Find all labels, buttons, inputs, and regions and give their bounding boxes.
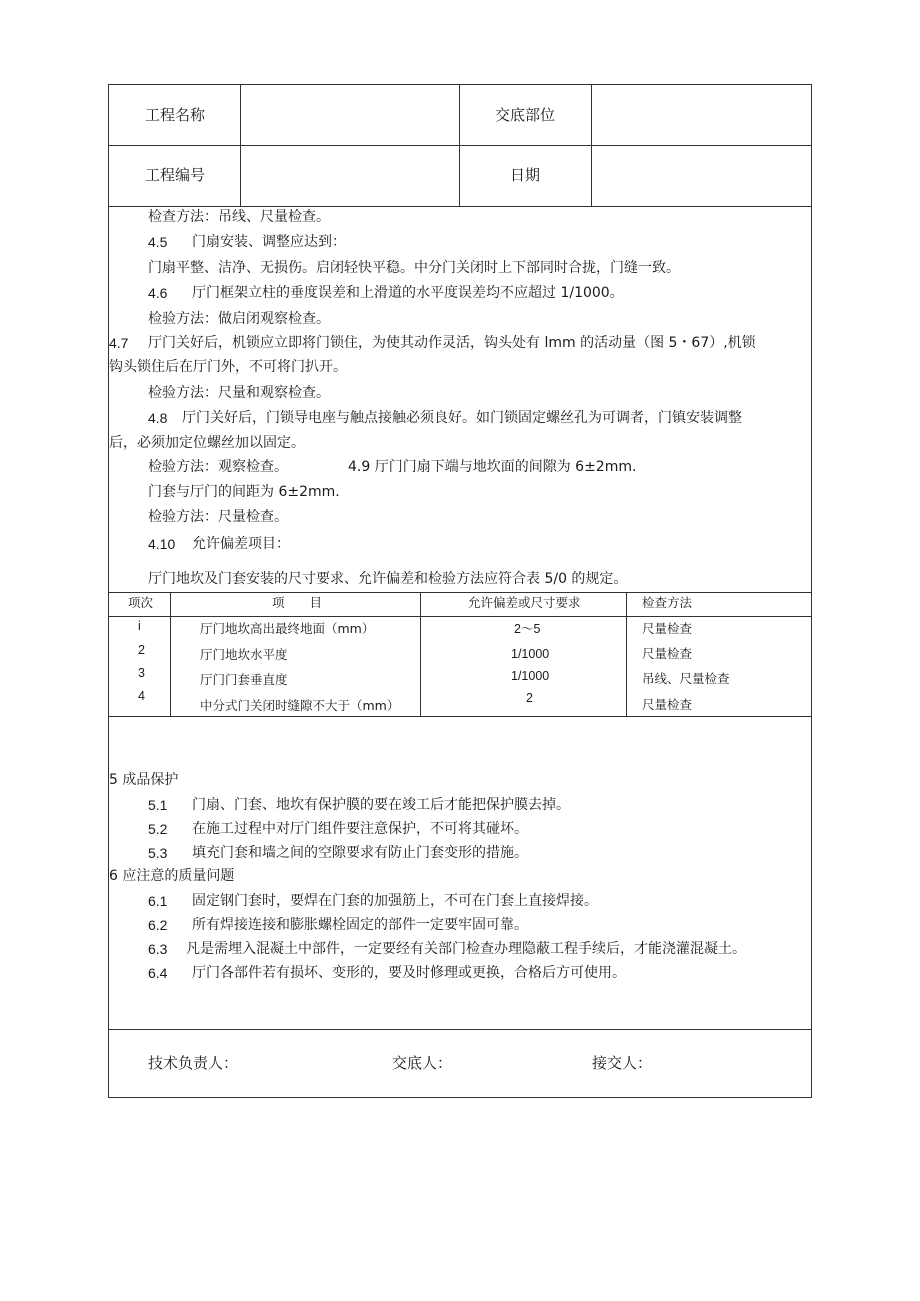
header-bottom-line xyxy=(108,206,812,207)
header-col-divider-2 xyxy=(459,84,460,206)
paragraph-4-10: 允许偏差项目： xyxy=(192,536,290,552)
paragraph-4-6: 厅门框架立柱的垂度误差和上滑道的水平度误差均不应超过 1/1000。 xyxy=(192,285,624,301)
table-row-method: 尺量检查 xyxy=(642,697,693,712)
paragraph-door-gap: 门套与厅门的间距为 6±2mm. xyxy=(148,484,340,500)
table-top-line xyxy=(108,592,812,593)
table-row-tolerance: 1/1000 xyxy=(511,647,550,661)
clause-number: 6.2 xyxy=(148,917,168,933)
clause-number: 6.1 xyxy=(148,893,168,909)
section-6-title: 6 应注意的质量问题 xyxy=(109,868,235,884)
paragraph-4-7: 厅门关好后，机锁应立即将门锁住，为使其动作灵活，钩头处有 lmm 的活动量（图 5・67）,机锁 xyxy=(148,335,756,351)
table-row-no: 2 xyxy=(138,643,145,657)
paragraph-check-method: 检查方法：吊线、尺量检查。 xyxy=(148,209,330,225)
section-6-item: 凡是需埋入混凝土中部件，一定要经有关部门检查办理隐蔽工程手续后，才能浇灌混凝土。 xyxy=(186,941,746,957)
table-row-tolerance: 2～5 xyxy=(514,622,541,636)
paragraph-4-5: 门扇安装、调整应达到： xyxy=(192,234,346,250)
table-row-no: 4 xyxy=(138,689,145,703)
footer-top-line xyxy=(108,1029,812,1030)
table-header-item: 项 目 xyxy=(272,595,323,610)
paragraph-4-7-cont: 钩头锁住后在厅门外，不可将门扒开。 xyxy=(109,359,347,375)
date-label: 日期 xyxy=(510,166,541,184)
paragraph-inspect-method: 检验方法：尺量和观察检查。 xyxy=(148,385,330,401)
table-row-method: 吊线、尺量检查 xyxy=(642,671,730,686)
table-row-no: i xyxy=(138,619,141,633)
table-row-tolerance: 2 xyxy=(526,691,533,705)
received-by-signature: 接交人： xyxy=(592,1054,653,1072)
table-header-line xyxy=(108,616,812,617)
clause-number: 6.3 xyxy=(148,941,168,957)
table-col-divider-1 xyxy=(170,592,171,716)
table-row-item: 中分式门关闭时缝隙不大于（mm） xyxy=(200,698,400,713)
paragraph-inspect-method: 检验方法：做启闭观察检查。 xyxy=(148,311,330,327)
section-5-item: 在施工过程中对厅门组件要注意保护，不可将其碰坏。 xyxy=(192,821,528,837)
table-row-item: 厅门门套垂直度 xyxy=(200,672,288,687)
table-row-method: 尺量检查 xyxy=(642,646,693,661)
table-col-divider-3 xyxy=(626,592,627,716)
handover-by-signature: 交底人： xyxy=(392,1054,453,1072)
handover-part-label: 交底部位 xyxy=(495,106,556,124)
table-row-no: 3 xyxy=(138,666,145,680)
paragraph-4-8-cont: 后，必须加定位螺丝加以固定。 xyxy=(109,435,305,451)
paragraph-door-leaf: 门扇平整、洁净、无损伤。启闭轻快平稳。中分门关闭时上下部同时合拢，门缝一致。 xyxy=(148,260,680,276)
clause-number: 5.1 xyxy=(148,797,168,813)
section-5-title: 5 成品保护 xyxy=(109,772,179,788)
clause-number: 6.4 xyxy=(148,965,168,981)
table-row-item: 厅门地坎高出最终地面（mm） xyxy=(200,621,375,636)
section-5-item: 填充门套和墙之间的空隙要求有防止门套变形的措施。 xyxy=(192,845,528,861)
header-col-divider-1 xyxy=(240,84,241,206)
paragraph-4-8: 厅门关好后，门锁导电座与触点接触必须良好。如门锁固定螺丝孔为可调者，门镇安装调整 xyxy=(182,410,742,426)
table-header-no: 项次 xyxy=(128,595,154,610)
table-row-method: 尺量检查 xyxy=(642,621,693,636)
paragraph-4-9: 4.9 厅门门扇下端与地坎面的间隙为 6±2mm. xyxy=(348,459,637,475)
clause-number: 4.7 xyxy=(109,335,129,351)
project-no-label: 工程编号 xyxy=(145,166,206,184)
table-col-divider-2 xyxy=(420,592,421,716)
paragraph-inspect-method: 检验方法：尺量检查。 xyxy=(148,509,288,525)
table-header-tolerance: 允许偏差或尺寸要求 xyxy=(468,595,581,610)
table-header-method: 检查方法 xyxy=(642,595,693,610)
clause-number: 4.6 xyxy=(148,285,168,301)
tech-lead-signature: 技术负责人： xyxy=(148,1054,239,1072)
section-6-item: 固定钢门套时，要焊在门套的加强筋上，不可在门套上直接焊接。 xyxy=(192,893,598,909)
project-name-label: 工程名称 xyxy=(145,106,206,124)
header-col-divider-3 xyxy=(591,84,592,206)
clause-number: 4.10 xyxy=(148,536,176,552)
paragraph-table-intro: 厅门地坎及门套安装的尺寸要求、允许偏差和检验方法应符合表 5/0 的规定。 xyxy=(148,571,628,587)
table-row-item: 厅门地坎水平度 xyxy=(200,647,288,662)
header-row-divider xyxy=(108,145,812,146)
table-row-tolerance: 1/1000 xyxy=(511,669,550,683)
table-bottom-line xyxy=(108,716,812,717)
section-6-item: 厅门各部件若有损坏、变形的，要及时修理或更换，合格后方可使用。 xyxy=(192,965,626,981)
clause-number: 5.3 xyxy=(148,845,168,861)
clause-number: 5.2 xyxy=(148,821,168,837)
paragraph-inspect-method: 检验方法：观察检查。 xyxy=(148,459,288,475)
section-6-item: 所有焊接连接和膨胀螺栓固定的部件一定要牢固可靠。 xyxy=(192,917,528,933)
clause-number: 4.8 xyxy=(148,410,168,426)
clause-number: 4.5 xyxy=(148,234,168,250)
section-5-item: 门扇、门套、地坎有保护膜的要在竣工后才能把保护膜去掉。 xyxy=(192,797,570,813)
